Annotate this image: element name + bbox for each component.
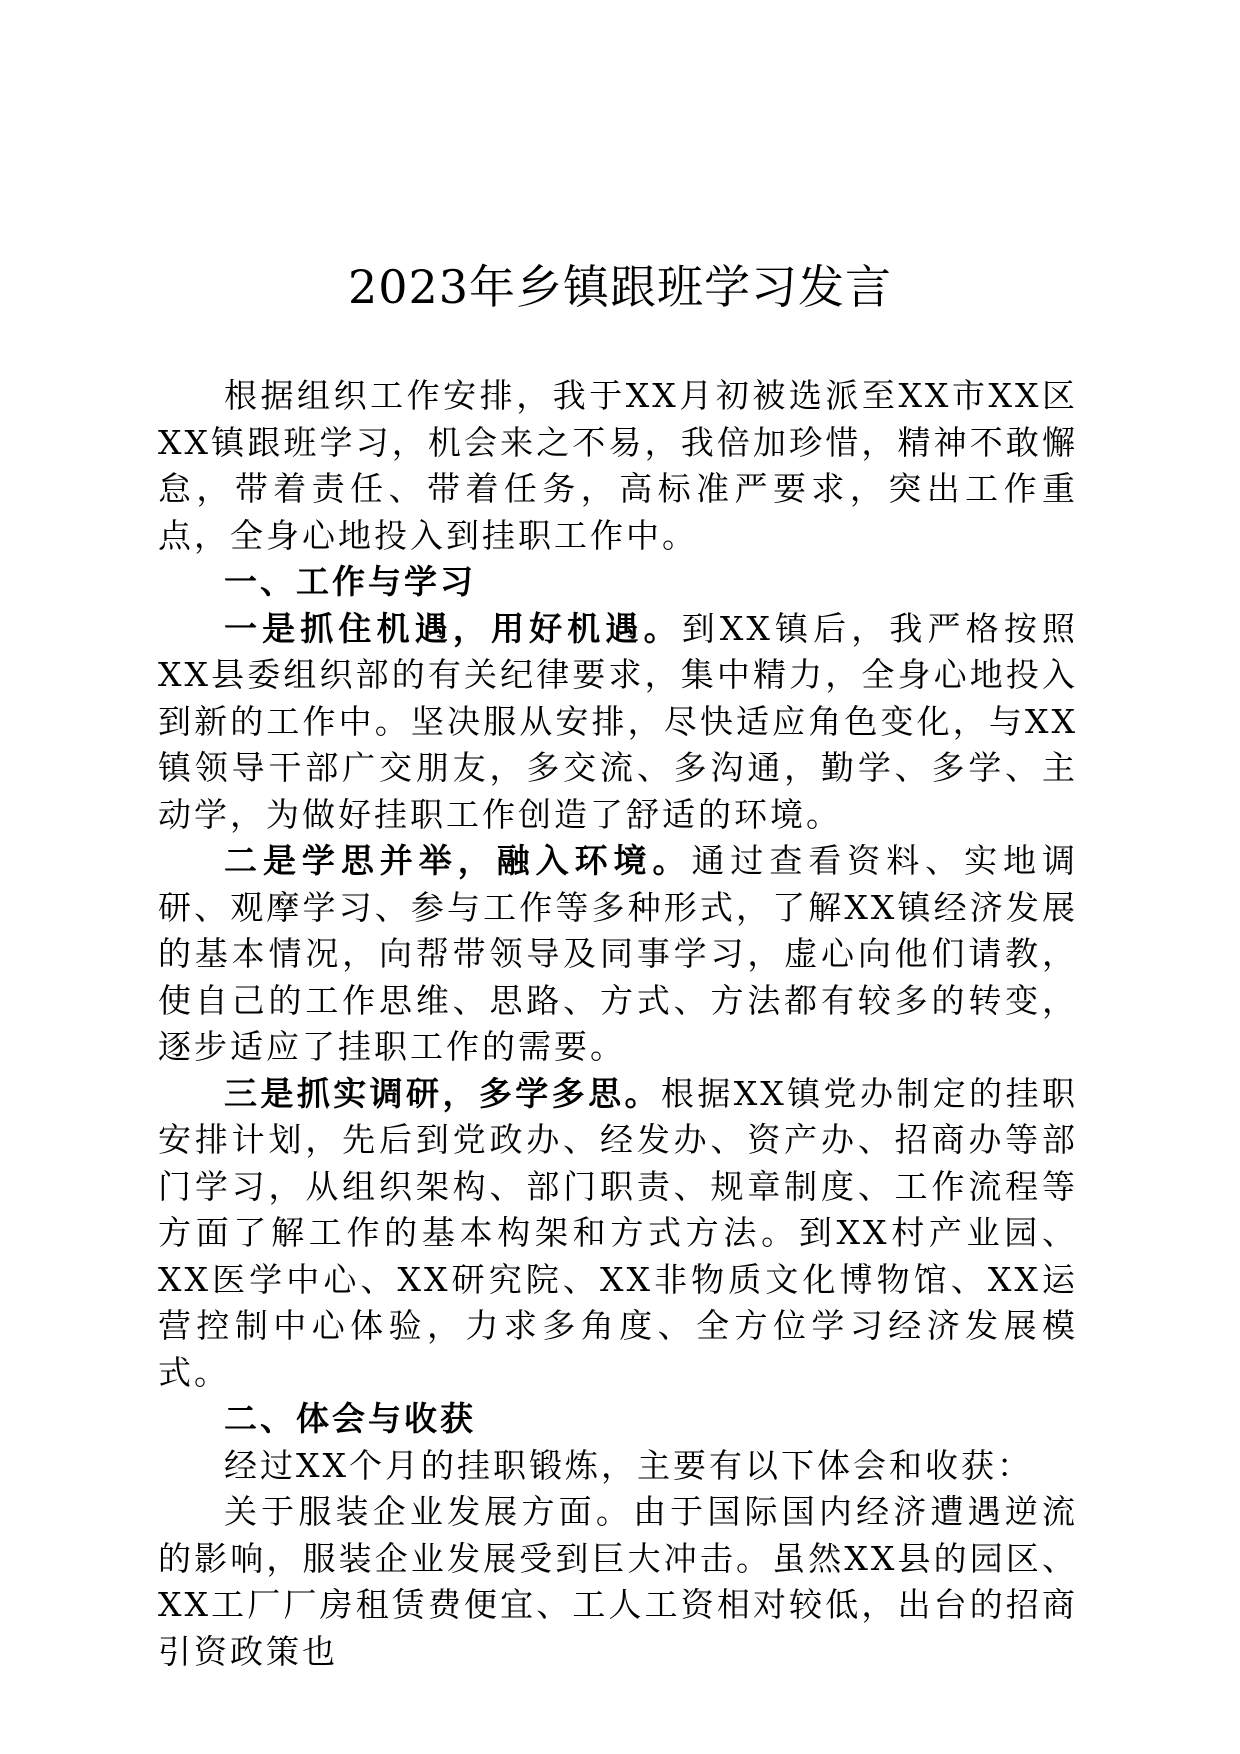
- paragraph-lead: 一是抓住机遇，用好机遇。: [224, 608, 682, 648]
- paragraph-item-3: [158, 1071, 1078, 1397]
- section2-paragraph-1: 关于服装企业发展方面。由于国际国内经济遭遇逆流的影响，服装企业发展受到巨大冲击。虽然XX县的园区、XX工厂厂房租赁费便宜、工人工资相对较低，出台的招商引资政策也: [158, 1492, 1078, 1671]
- paragraph-lead: 二是学思并举，融入环境。: [224, 841, 692, 880]
- paragraph-lead: 三是抓实调研，多学多思。: [224, 1073, 661, 1113]
- section-heading-work-study: 一、工作与学习: [224, 562, 476, 601]
- paragraph-text: 根据XX镇党办制定的挂职安排计划，先后到党政办、经发办、资产办、招商办等部门学习，从组织架构、部门职责、规章制度、工作流程等方面了解工作的基本构架和方式方法。到XX村产业园、XX医学中心、XX研究院、XX非物质文化博物馆、XX运营控制中心体验，力求多角度、全方位学习经济发展模式。: [158, 1073, 1078, 1392]
- section2-intro-paragraph: 经过XX个月的挂职锻炼，主要有以下体会和收获：: [224, 1445, 1033, 1485]
- paragraph-item-2: [158, 838, 1078, 1071]
- section-heading-experience: 二、体会与收获: [224, 1399, 476, 1438]
- paragraph-item-1: [158, 606, 1078, 839]
- intro-paragraph: 根据组织工作安排，我于XX月初被选派至XX市XX区XX镇跟班学习，机会来之不易，我倍加珍惜，精神不敢懈怠，带着责任、带着任务，高标准严要求，突出工作重点，全身心地投入到挂职工作中。: [158, 376, 1078, 555]
- document-body: [158, 373, 1078, 1675]
- document-title: 2023年乡镇跟班学习发言: [347, 260, 893, 314]
- paragraph-text: 通过查看资料、实地调研、观摩学习、参与工作等多种形式，了解XX镇经济发展的基本情况，向帮带领导及同事学习，虚心向他们请教，使自己的工作思维、思路、方式、方法都有较多的转变，逐步适应了挂职工作的需要。: [158, 841, 1079, 1066]
- paragraph-text: 到XX镇后，我严格按照XX县委组织部的有关纪律要求，集中精力，全身心地投入到新的工作中。坚决服从安排，尽快适应角色变化，与XX镇领导干部广交朋友，多交流、多沟通，勤学、多学、主动学，为做好挂职工作创造了舒适的环境。: [158, 608, 1078, 834]
